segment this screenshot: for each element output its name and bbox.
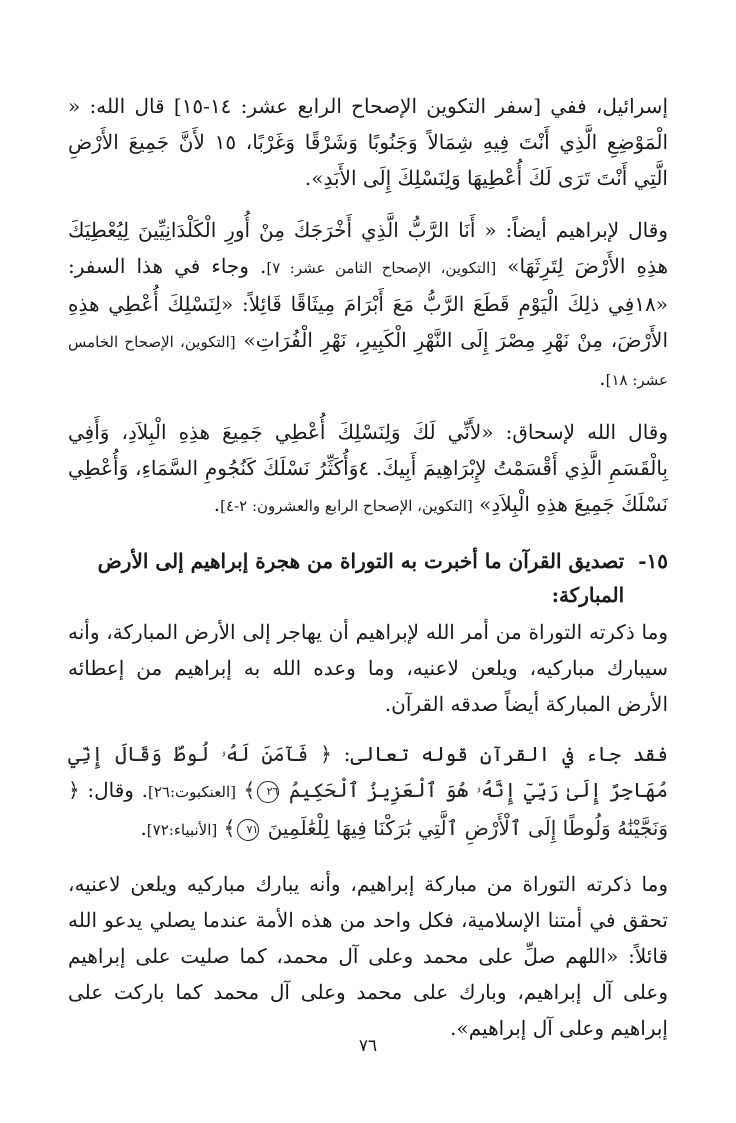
punctuation: . — [213, 492, 221, 516]
page-number: ٧٦ — [358, 1036, 378, 1056]
citation: [التكوين، الإصحاح الخامس عشر: ١٨] — [68, 333, 668, 389]
quote-text: وقال الله لإسحاق: «لأَنِّي لَكَ وَلِنَسْلِكَ أُعْطِي جَمِيعَ هذِهِ الْبِلاَدِ، وَأَفِي بِالْقَسَمِ الَّذِي أَقْسَمْتُ لإِبْرَاهِيمَ أَبِيكَ. ٤وَأُكَثِّرُ نَسْلَكَ كَنُجُومِ السَّمَاءِ، وَأُعْطِي نَسْلَكَ جَمِيعَ هذِهِ الْبِلاَدِ» — [68, 420, 668, 516]
paragraph-genesis-14: إسرائيل، ففي [سفر التكوين الإصحاح الرابع عشر: ١٤-١٥] قال الله: « الْمَوْضِعِ الَّذِي أَنْتَ فِيهِ شِمَالاً وَجَنُوبًا وَشَرْقًا وَغَرْبًا، ١٥ لأَنَّ جَمِيعَ الأَرْضِ الَّتِي أَنْتَ تَرَى لَكَ أُعْطِيهَا وَلِنَسْلِكَ إِلَى الأَبَدِ». — [68, 94, 668, 190]
intro-text: فقد جاء في القرآن قوله تعالى: ﴿ — [320, 742, 668, 766]
paragraph-isaac — [68, 414, 668, 524]
quote-text: وقال لإبراهيم أيضاً: « أَنَا الرَّبُّ الَّذِي أَخْرَجَكَ مِنْ أُورِ الْكَلْدَانِيِّينَ لِيُعْطِيَكَ هذِهِ الأَرْضَ لِتَرِثَهَا» — [68, 218, 668, 278]
mid-text: . وقال: ﴿ — [68, 778, 148, 802]
citation: [التكوين، الإصحاح الرابع والعشرون: ٢-٤] — [220, 497, 473, 515]
section-title: تصديق القرآن ما أخبرت به التوراة من هجرة إبراهيم إلى الأرض المباركة: — [97, 549, 625, 607]
citation: [العنكبوت:٢٦] — [147, 783, 237, 801]
section-heading — [68, 544, 668, 612]
ayah-number-marker: ٧١ — [237, 819, 259, 841]
ayah-number-marker: ٢٦ — [257, 781, 279, 803]
bracket-close: ﴾ — [223, 816, 236, 840]
punctuation: . — [140, 816, 147, 840]
citation: [التكوين، الإصحاح الثامن عشر: ٧] — [266, 259, 497, 277]
citation: [الأنبياء:٧٢] — [146, 821, 218, 839]
section-number: ١٥- — [638, 549, 668, 573]
quote-text: . وجاء في هذا السفر: «١٨فِي ذلِكَ الْيَوْمِ قَطَعَ الرَّبُّ مَعَ أَبْرَامَ مِيثَاقًا قَائِلاً: «لِنَسْلِكَ أُعْطِي هذِهِ الأَرْضَ، مِنْ نَهْرِ مِصْرَ إِلَى النَّهْرِ الْكَبِيرِ، نَهْرِ الْفُرَاتِ» — [68, 254, 669, 352]
quran-verse: وَنَجَّيْنَٰهُ وَلُوطًا إِلَى ٱلْأَرْضِ ٱلَّتِي بَٰرَكْنَا فِيهَا لِلْعَٰلَمِينَ — [267, 816, 668, 840]
bracket-close: ﴾ — [243, 778, 256, 802]
quran-verse: فَآمَنَ لَهُۥ لُوطٌ وَقَالَ إِنِّي مُهَاجِرٌ إِلَىٰ رَبِّيٓ إِنَّهُۥ هُوَ ٱلْعَزِيزُ ٱلْحَكِيمُ — [68, 742, 668, 802]
paragraph-salawat: وما ذكرته التوراة من مباركة إبراهيم، وأنه يبارك مباركيه ويلعن لاعنيه، تحقق في أمتنا الإسلامية، فكل واحد من هذه الأمة عندما يصلي يدعو الله قائلاً: «اللهم صلِّ على محمد وعلى آل محمد، كما صليت على إبراهيم وعلى آل إبراهيم، وبارك على محمد وعلى آل محمد كما باركت على إبراهيم وعلى آل إبراهيم». — [68, 872, 668, 1040]
punctuation: . — [599, 366, 606, 390]
paragraph-abraham-land — [68, 212, 668, 398]
paragraph-torah-confirmed: وما ذكرته التوراة من أمر الله لإبراهيم أن يهاجر إلى الأرض المباركة، وأنه سيبارك مباركيه، ويلعن لاعنيه، وما وعده الله به إبراهيم من إعطائه الأرض المباركة أيضاً صدقه القرآن. — [68, 620, 668, 716]
page-body — [68, 88, 668, 1046]
paragraph-quran-verses — [68, 736, 668, 848]
